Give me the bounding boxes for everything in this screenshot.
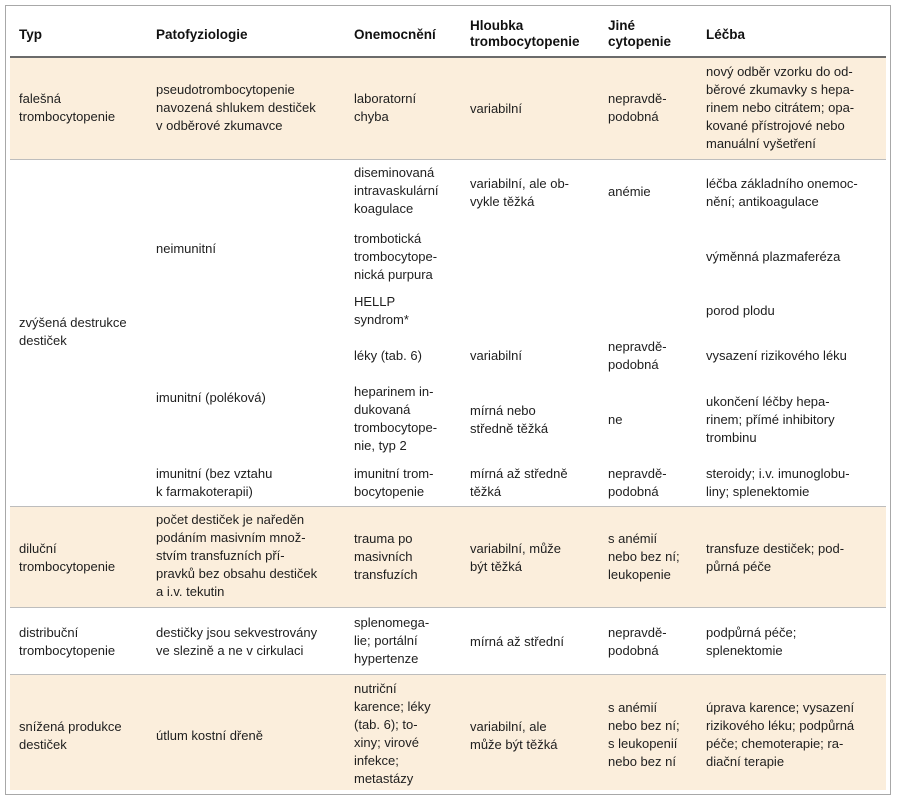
header-jine-line2: cytopenie <box>608 34 672 49</box>
cell-line: trombocytope- <box>354 420 438 435</box>
cell-line: lie; portální <box>354 633 418 648</box>
cell-line: nutriční <box>354 681 397 696</box>
cell-line: mírná nebo <box>470 403 536 418</box>
cell-line: diseminovaná <box>354 165 435 180</box>
cell-line: distribuční <box>19 625 79 640</box>
dilucni-typ <box>19 540 115 576</box>
cell-line: anémie <box>608 184 651 199</box>
cell-line: variabilní, může <box>470 541 562 556</box>
cell-line: nebo bez ní; <box>608 549 680 564</box>
cell-line: v odběrové zkumavce <box>156 118 283 133</box>
leky-onemocneni <box>354 347 422 365</box>
distribucni-hloubka <box>470 633 564 651</box>
cell-line: splenomega- <box>354 615 430 630</box>
dic-lecba <box>706 175 858 211</box>
cell-line: s leukopenií <box>608 736 678 751</box>
dilucni-hloubka <box>470 540 561 576</box>
destrukce-typ <box>19 314 127 350</box>
produkce-patofyziologie <box>156 727 263 745</box>
cell-line: ne <box>608 412 623 427</box>
falesna-patofyziologie <box>156 81 316 135</box>
row-rule <box>10 506 886 507</box>
dic-jine <box>608 183 651 201</box>
falesna-hloubka <box>470 100 522 118</box>
cell-line: podobná <box>608 643 659 658</box>
cell-line: trombotická <box>354 231 422 246</box>
destrukce-neimunitni <box>156 240 216 258</box>
cell-line: počet destiček je naředěn <box>156 512 305 527</box>
leky-lecba <box>706 347 847 365</box>
dic-hloubka <box>470 175 569 211</box>
cell-line: metastázy <box>354 771 414 786</box>
produkce-lecba <box>706 699 854 771</box>
cell-line: výměnná plazmaferéza <box>706 249 841 264</box>
cell-line: nie, typ 2 <box>354 438 407 453</box>
row-rule <box>10 159 886 160</box>
cell-line: nový odběr vzorku do od- <box>706 64 853 79</box>
cell-line: variabilní <box>470 348 523 363</box>
cell-line: snížená produkce <box>19 719 122 734</box>
itp-onemocneni <box>354 465 433 501</box>
cell-line: trombocytopenie <box>19 559 116 574</box>
cell-line: nění; antikoagulace <box>706 194 819 209</box>
cell-line: steroidy; i.v. imunoglobu- <box>706 466 850 481</box>
cell-line: běrové zkumavky s hepa- <box>706 82 855 97</box>
cell-line: léky (tab. 6) <box>354 348 422 363</box>
cell-line: koagulace <box>354 201 414 216</box>
destrukce-imunitni-polekova <box>156 389 266 407</box>
cell-line: nepravdě- <box>608 625 667 640</box>
hit-onemocneni <box>354 383 437 455</box>
cell-line: s anémií <box>608 700 658 715</box>
cell-line: úprava karence; vysazení <box>706 700 855 715</box>
cell-line: navozená shlukem destiček <box>156 100 316 115</box>
cell-line: dukovaná <box>354 402 411 417</box>
cell-line: k farmakoterapii) <box>156 484 253 499</box>
cell-line: diluční <box>19 541 57 556</box>
cell-line: ve slezině a ne v cirkulaci <box>156 643 304 658</box>
hit-jine <box>608 411 622 429</box>
produkce-jine <box>608 699 680 771</box>
distribucni-typ <box>19 624 115 660</box>
cell-line: podobná <box>608 484 659 499</box>
distribucni-lecba <box>706 624 796 660</box>
cell-line: leukopenie <box>608 567 671 582</box>
cell-line: ukončení léčby hepa- <box>706 394 830 409</box>
cell-line: (tab. 6); to- <box>354 717 418 732</box>
leky-hloubka <box>470 347 522 365</box>
cell-line: kované přístrojové nebo <box>706 118 845 133</box>
cell-line: variabilní, ale ob- <box>470 176 569 191</box>
cell-line: útlum kostní dřeně <box>156 728 263 743</box>
distribucni-onemocneni <box>354 614 429 668</box>
cell-line: pseudotrombocytopenie <box>156 82 295 97</box>
cell-line: destičky jsou sekvestrovány <box>156 625 318 640</box>
header-hloubka-line1: Hloubka <box>470 18 524 33</box>
cell-line: destiček <box>19 737 67 752</box>
ttp-lecba <box>706 248 840 266</box>
cell-line: a i.v. tekutin <box>156 584 225 599</box>
hellp-onemocneni <box>354 293 409 329</box>
cell-line: imunitní (bez vztahu <box>156 466 273 481</box>
header-hloubka <box>470 18 580 50</box>
cell-line: chyba <box>354 109 389 124</box>
cell-line: rizikového léku; podpůrná <box>706 718 855 733</box>
cell-line: karence; léky <box>354 699 431 714</box>
cell-line: trombinu <box>706 430 757 445</box>
cell-line: podpůrná péče; <box>706 625 797 640</box>
falesna-lecba <box>706 63 854 153</box>
itp-lecba <box>706 465 850 501</box>
cell-line: HELLP <box>354 294 396 309</box>
cell-line: mírná až středně <box>470 466 568 481</box>
cell-line: vykle těžká <box>470 194 535 209</box>
cell-line: pravků bez obsahu destiček <box>156 566 318 581</box>
cell-line: trauma po <box>354 531 413 546</box>
cell-line: diační terapie <box>706 754 785 769</box>
destrukce-imunitni-bez <box>156 465 272 501</box>
dilucni-lecba <box>706 540 844 576</box>
cell-line: může být těžká <box>470 737 558 752</box>
itp-jine <box>608 465 667 501</box>
cell-line: imunitní trom- <box>354 466 434 481</box>
dilucni-patofyziologie <box>156 511 317 601</box>
cell-line: transfuze destiček; pod- <box>706 541 845 556</box>
cell-line: stvím transfuzních pří- <box>156 548 285 563</box>
header-lecba: Léčba <box>706 27 746 42</box>
produkce-typ <box>19 718 122 754</box>
dilucni-jine <box>608 530 680 584</box>
cell-line: destiček <box>19 333 67 348</box>
cell-line: nebo bez ní; <box>608 718 680 733</box>
cell-line: variabilní <box>470 101 523 116</box>
header-jine-line1: Jiné <box>608 18 636 33</box>
ttp-onemocneni <box>354 230 437 284</box>
dilucni-onemocneni <box>354 530 418 584</box>
cell-line: falešná <box>19 91 61 106</box>
cell-line: trombocytope- <box>354 249 438 264</box>
cell-line: být těžká <box>470 559 523 574</box>
cell-line: trombocytopenie <box>19 109 116 124</box>
hit-hloubka <box>470 402 548 438</box>
cell-line: xiny; virové <box>354 735 420 750</box>
header-patofyziologie: Patofyziologie <box>156 27 248 42</box>
cell-line: nepravdě- <box>608 91 667 106</box>
cell-line: podobná <box>608 357 659 372</box>
dic-onemocneni <box>354 164 439 218</box>
cell-line: nepravdě- <box>608 466 667 481</box>
falesna-typ <box>19 90 115 126</box>
cell-line: mírná až střední <box>470 634 564 649</box>
cell-line: rinem; přímé inhibitory <box>706 412 835 427</box>
produkce-onemocneni <box>354 680 431 788</box>
falesna-jine <box>608 90 667 126</box>
cell-line: zvýšená destrukce <box>19 315 127 330</box>
cell-line: transfuzích <box>354 567 418 582</box>
hit-lecba <box>706 393 835 447</box>
cell-line: podobná <box>608 109 659 124</box>
cell-line: manuální vyšetření <box>706 136 816 151</box>
cell-line: splenektomie <box>706 643 783 658</box>
header-jine <box>608 18 671 50</box>
cell-line: masivních <box>354 549 413 564</box>
header-rule <box>10 56 886 58</box>
cell-line: vysazení rizikového léku <box>706 348 847 363</box>
cell-line: léčba základního onemoc- <box>706 176 858 191</box>
falesna-onemocneni <box>354 90 416 126</box>
hellp-lecba <box>706 302 775 320</box>
cell-line: laboratorní <box>354 91 417 106</box>
cell-line: variabilní, ale <box>470 719 547 734</box>
produkce-hloubka <box>470 718 557 754</box>
cell-line: středně těžká <box>470 421 549 436</box>
cell-line: infekce; <box>354 753 399 768</box>
cell-line: porod plodu <box>706 303 775 318</box>
cell-line: heparinem in- <box>354 384 434 399</box>
cell-line: s anémií <box>608 531 658 546</box>
cell-line: půrná péče <box>706 559 772 574</box>
distribucni-patofyziologie <box>156 624 317 660</box>
cell-line: imunitní (poléková) <box>156 390 266 405</box>
header-onemocneni: Onemocnění <box>354 27 436 42</box>
cell-line: neimunitní <box>156 241 216 256</box>
cell-line: nebo bez ní <box>608 754 676 769</box>
cell-line: nická purpura <box>354 267 433 282</box>
cell-line: syndrom* <box>354 312 409 327</box>
cell-line: hypertenze <box>354 651 419 666</box>
distribucni-jine <box>608 624 667 660</box>
cell-line: podáním masivním množ- <box>156 530 306 545</box>
cell-line: rinem nebo citrátem; opa- <box>706 100 855 115</box>
row-rule <box>10 674 886 675</box>
header-typ: Typ <box>19 27 42 42</box>
cell-line: trombocytopenie <box>19 643 116 658</box>
cell-line: těžká <box>470 484 502 499</box>
itp-hloubka <box>470 465 568 501</box>
cell-line: intravaskulární <box>354 183 439 198</box>
header-hloubka-line2: trombocytopenie <box>470 34 580 49</box>
cell-line: nepravdě- <box>608 339 667 354</box>
cell-line: liny; splenektomie <box>706 484 810 499</box>
cell-line: bocytopenie <box>354 484 425 499</box>
cell-line: péče; chemoterapie; ra- <box>706 736 844 751</box>
leky-jine <box>608 338 667 374</box>
row-rule <box>10 607 886 608</box>
